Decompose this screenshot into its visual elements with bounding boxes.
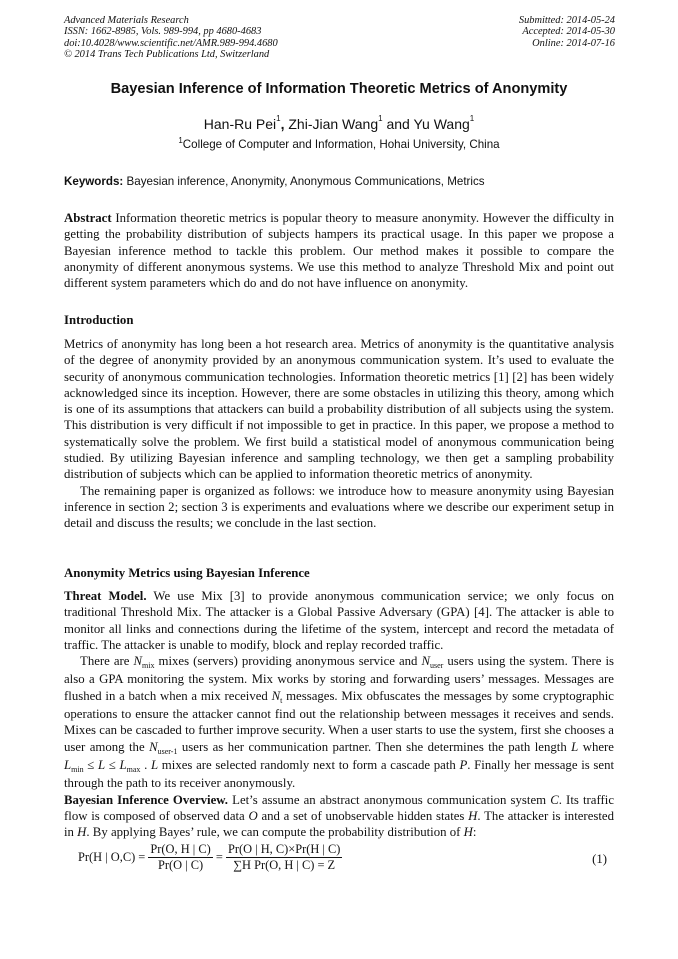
journal-name: Advanced Materials Research <box>64 15 189 26</box>
equation-equals: = <box>215 850 223 864</box>
threat-model-text: We use Mix [3] to provide anonymous communication service; we only focus on traditional Threshold Mix. The attacker is a Global Passive Adversary (GPA) [4]. The attacker is able to monitor all links and connections during the lifetime of the system, intercept and record the metadata of traffic. The attacker is unable to modify, block and replay recorded traffic. <box>64 589 615 652</box>
equation-fraction-2 <box>226 842 342 873</box>
author-3-sup: 1 <box>469 114 475 123</box>
intro-paragraph-2: The remaining paper is organized as follows: we introduce how to measure anonymity using Bayesian inference in section 2; section 3 is experiments and evaluations where we describe our experiment setup in detail and discuss the results; we conclude in the last section. <box>64 483 614 531</box>
author-2: Zhi-Jian Wang <box>288 116 379 132</box>
affiliation-sup: 1 <box>178 136 183 145</box>
introduction-heading: Introduction <box>64 313 134 327</box>
equation-fraction-1 <box>148 842 212 873</box>
fraction-1-denominator: Pr(O | C) <box>157 858 204 872</box>
accepted-date: Accepted: 2014-05-30 <box>522 26 615 38</box>
keywords-text: Bayesian inference, Anonymity, Anonymous Communications, Metrics <box>126 175 485 188</box>
keywords-label: Keywords: <box>64 175 124 188</box>
fraction-2-denominator: ∑H Pr(O, H | C) = Z <box>233 858 336 872</box>
introduction-body <box>64 336 614 532</box>
section-heading-bayesian: Anonymity Metrics using Bayesian Inference <box>64 566 310 580</box>
journal-header-left <box>64 15 278 60</box>
section-2-body <box>64 588 614 840</box>
journal-header-right <box>519 15 615 49</box>
fraction-1-numerator: Pr(O, H | C) <box>150 842 211 856</box>
threat-model-label: Threat Model. <box>64 589 147 603</box>
author-1: Han-Ru Pei <box>203 116 277 132</box>
abstract-label: Abstract <box>64 211 112 225</box>
submitted-date: Submitted: 2014-05-24 <box>518 15 615 26</box>
paper-title: Bayesian Inference of Information Theoretic Metrics of Anonymity <box>110 81 568 97</box>
keywords <box>64 175 614 188</box>
abstract <box>64 210 614 291</box>
intro-paragraph-1: Metrics of anonymity has long been a hot research area. Metrics of anonymity is the quantitative analysis of the degree of anonymity provided by an anonymous communication system. It’s used to evaluate the security of anonymous communication technologies. Information theoretic metrics [1] [2] has been widely acknowledged since its inception. However, there are some obstacles in utilizing this theory, among which is one of its assumptions that attackers can build a probability distribution of all subjects using the system. This distribution is very difficult if not impossible to get in practice. In this paper, we propose a method to systematically solve the problem. We first build a statistical model of anonymous communication being studied. By utilizing Bayesian inference and sampling technology, we then get a sampling probability distribution of subjects which can be applied to information theoretic metrics of anonymity. <box>64 337 614 482</box>
affiliation <box>0 138 678 151</box>
mix-paragraph: There are $N_{mix}$ mixes (servers) providing anonymous service and $N_{user}$ users using the system. There is also a GPA monitoring the system. Mix works by storing and forwarding users’ messages. Messages are flushed in a batch when a mix received $N_t$ messages. Mix obfuscates the messages by some cryptographic operations to ensure the attacker cannot find out the relationship between messages it receives and sends. Mixes can be cascaded to further improve security. When a user starts to use the system, first she chooses a user among the $N_{user-1}$ users as her communication partner. Then she determines the path length L where $L_{min} \le L \le L_{max}$ . L mixes are selected randomly next to form a cascade path P. Finally her message is sent through the path to its receiver anonymously. <box>64 654 615 791</box>
author-3: Yu Wang <box>413 116 470 132</box>
author-1-sup: 1 <box>276 114 281 123</box>
doi-line: doi:10.4028/www.scientific.net/AMR.989-994.4680 <box>64 37 278 49</box>
author-2-sup: 1 <box>378 114 383 123</box>
author-line <box>0 116 678 132</box>
issn-line: ISSN: 1662-8985, Vols. 989-994, pp 4680-4683 <box>64 26 262 38</box>
bayes-overview-paragraph: Bayesian Inference Overview. Let’s assume an abstract anonymous communication system C. Its traffic flow is composed of observed data O and a set of unobservable hidden states H. The attacker is interested in H. By applying Bayes’ rule, we can compute the probability distribution of H: <box>64 792 614 840</box>
copyright-line: © 2014 Trans Tech Publications Ltd, Switzerland <box>64 48 270 60</box>
fraction-2-numerator: Pr(O | H, C)×Pr(H | C) <box>227 842 341 856</box>
equation-number: (1) <box>592 852 607 866</box>
bayes-overview-label: Bayesian Inference Overview. <box>64 792 229 807</box>
abstract-text: Information theoretic metrics is popular theory to measure anonymity. However the difficulty in getting the probability distribution of subjects hampers its practical usage. In this paper we propose a Bayesian inference method to tackle this problem. Our method makes it possible to compare the anonymity of different anonymous systems. We use this method to analyze Threshold Mix and point out different system parameters which do and do not have influence on anonymity. <box>64 211 614 291</box>
affiliation-text: College of Computer and Information, Hohai University, China <box>182 138 500 151</box>
bayes-equation <box>78 842 618 882</box>
author-separator: , <box>280 116 289 132</box>
online-date: Online: 2014-07-16 <box>532 37 615 49</box>
equation-lhs: Pr(H | O,C) = <box>78 850 146 864</box>
author-separator-and: and <box>382 116 414 132</box>
